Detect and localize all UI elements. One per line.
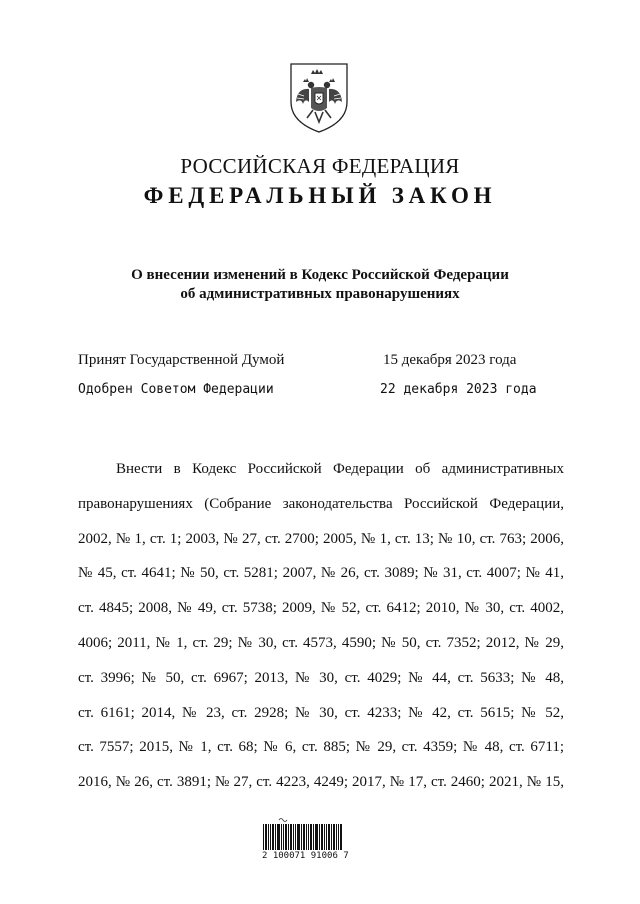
body-line: ст. 3996; № 50, ст. 6967; 2013, № 30, ст. 4029; № 44, ст. 5633; № 48, <box>78 669 564 686</box>
council-approval-label: Одобрен Советом Федерации <box>78 382 274 397</box>
duma-adoption-label: Принят Государственной Думой <box>78 352 285 368</box>
law-title-line: О внесении изменений в Кодекс Российской Федерации <box>131 267 509 283</box>
country-heading: РОССИЙСКАЯ ФЕДЕРАЦИЯ <box>180 154 460 178</box>
body-line: 2002, № 1, ст. 1; 2003, № 27, ст. 2700; 2005, № 1, ст. 13; № 10, ст. 763; 2006, <box>78 530 564 547</box>
body-line: 2016, № 26, ст. 3891; № 27, ст. 4223, 4249; 2017, № 17, ст. 2460; 2021, № 15, <box>78 774 564 791</box>
russian-coat-of-arms-icon <box>287 62 351 134</box>
document-type-heading: ФЕДЕРАЛЬНЫЙ ЗАКОН <box>143 183 497 208</box>
body-line: 4006; 2011, № 1, ст. 29; № 30, ст. 4573, 4590; № 50, ст. 7352; 2012, № 29, <box>78 634 564 651</box>
law-title-line: об административных правонарушениях <box>180 286 460 302</box>
body-line: Внести в Кодекс Российской Федерации об административных <box>116 461 564 477</box>
body-line: правонарушениях (Собрание законодательства Российской Федерации, <box>78 495 564 512</box>
council-approval-date: 22 декабря 2023 года <box>380 382 537 397</box>
law-body <box>78 452 564 800</box>
barcode-number: 2 100071 91006 7 <box>262 851 349 861</box>
body-line: ст. 4845; 2008, № 49, ст. 5738; 2009, № 52, ст. 6412; 2010, № 30, ст. 4002, <box>78 600 564 617</box>
barcode-icon <box>263 818 343 850</box>
body-line: ст. 6161; 2014, № 23, ст. 2928; № 30, ст. 4233; № 42, ст. 5615; № 52, <box>78 704 564 721</box>
duma-adoption-date: 15 декабря 2023 года <box>383 352 517 368</box>
body-line: ст. 7557; 2015, № 1, ст. 68; № 6, ст. 885; № 29, ст. 4359; № 48, ст. 6711; <box>78 739 564 756</box>
law-title <box>0 266 640 304</box>
body-line: № 45, ст. 4641; № 50, ст. 5281; 2007, № 26, ст. 3089; № 31, ст. 4007; № 41, <box>78 565 564 582</box>
